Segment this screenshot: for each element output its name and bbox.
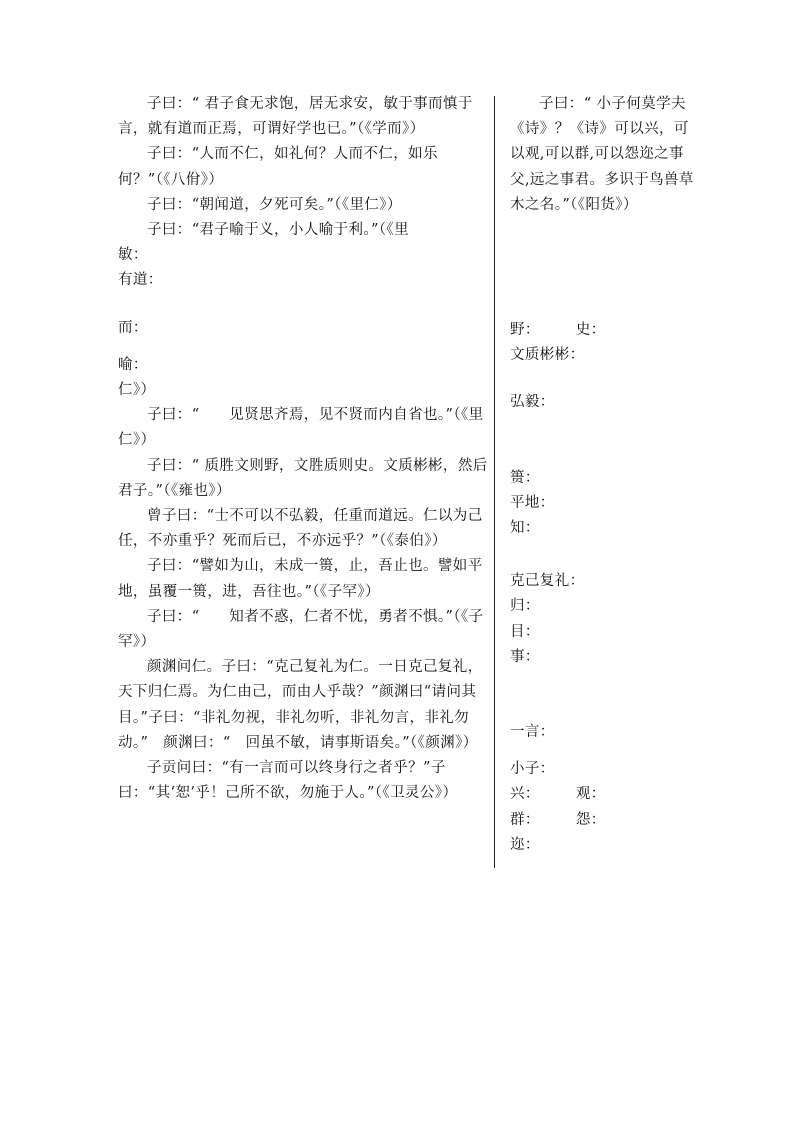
note-xing: 兴： — [510, 786, 540, 803]
note-shi: 史： — [575, 322, 606, 339]
right-column — [510, 92, 695, 858]
left-column — [118, 92, 490, 806]
note-kui: 篑： — [510, 469, 540, 486]
note-hongyi: 弘毅： — [510, 394, 555, 411]
note-youdao: 有道： — [118, 272, 163, 289]
note-min: 敏： — [118, 247, 148, 264]
passage-liren-2: 子曰：“君子喻于义，小人喻于利。”（《里 — [147, 222, 410, 239]
note-xiaozi: 小子： — [510, 761, 555, 778]
note-wenzhi: 文质彬彬： — [510, 347, 585, 364]
note-mu: 目： — [510, 623, 540, 640]
note-pingdi: 平地： — [510, 494, 555, 511]
passage-xueer: 子曰：“ 君子食无求饱，居无求安，敏于事而慎于言，就有道而正焉，可谓好学也已。”（《学而》） — [118, 96, 473, 138]
note-ye: 野： — [510, 322, 540, 339]
passage-yanyuan: 颜渊问仁。子曰：“克己复礼为仁。一日克己复礼，天下归仁焉。为仁由己，而由人乎哉？”颜渊曰“请问其目。”子曰：“非礼勿视，非礼勿听，非礼勿言，非礼勿动。” 颜渊曰：“ 回虽不敏，请事斯语矣。”（《颜渊》） — [118, 659, 483, 751]
note-ye-shi — [510, 318, 695, 343]
note-er: 而： — [118, 319, 148, 336]
passage-liren-2-tail: 仁》） — [118, 382, 156, 399]
note-gui: 归： — [510, 598, 540, 615]
passage-taibo: 曾子曰：“士不可以不弘毅，任重而道远。仁以为己任，不亦重乎？死而后已，不亦远乎？”（《泰伯》） — [118, 508, 483, 550]
passage-yongye: 子曰：“ 质胜文则野，文胜质则史。文质彬彬，然后君子。”（《雍也》） — [118, 457, 488, 499]
column-divider — [494, 96, 495, 868]
note-qun: 群： — [510, 811, 540, 828]
note-xing-guan — [510, 782, 695, 807]
passage-zihan-1: 子曰：“譬如为山，未成一篑，止，吾止也。譬如平地，虽覆一篑，进，吾往也。”（《子罕》） — [118, 558, 483, 600]
note-guan: 观： — [575, 786, 606, 803]
note-shi2: 事： — [510, 648, 540, 665]
passage-zihan-2: 子曰：“ 知者不惑，仁者不忧，勇者不惧。”（《子罕》） — [118, 608, 484, 651]
passage-yanghuo: 子曰：“ 小子何莫学夫《诗》？《诗》可以兴，可以观,可以群,可以怨迩之事父,远之事君。多识于鸟兽草木之名。”（《阳货》） — [510, 96, 694, 213]
note-yiyan: 一言： — [510, 724, 555, 741]
passage-weilinggong: 子贡问曰：“有一言而可以终身行之者乎？”子曰：“其‘恕’乎！己所不欲，勿施于人。”（《卫灵公》） — [118, 760, 458, 802]
note-er2: 迩： — [510, 836, 540, 853]
passage-bayi: 子曰：“人而不仁，如礼何？人而不仁，如乐何？”（《八佾》） — [118, 146, 438, 188]
passage-liren-1: 子曰：“朝闻道，夕死可矣。”（《里仁》） — [147, 196, 402, 213]
passage-liren-3: 子曰：“ 见贤思齐焉，见不贤而内自省也。”（《里仁》） — [118, 407, 484, 449]
note-yuan: 怨： — [575, 811, 606, 828]
note-zhi: 知： — [510, 520, 540, 537]
note-qun-yuan-er — [510, 808, 695, 858]
note-keji: 克己复礼： — [510, 573, 585, 590]
note-yu: 喻： — [118, 356, 148, 373]
